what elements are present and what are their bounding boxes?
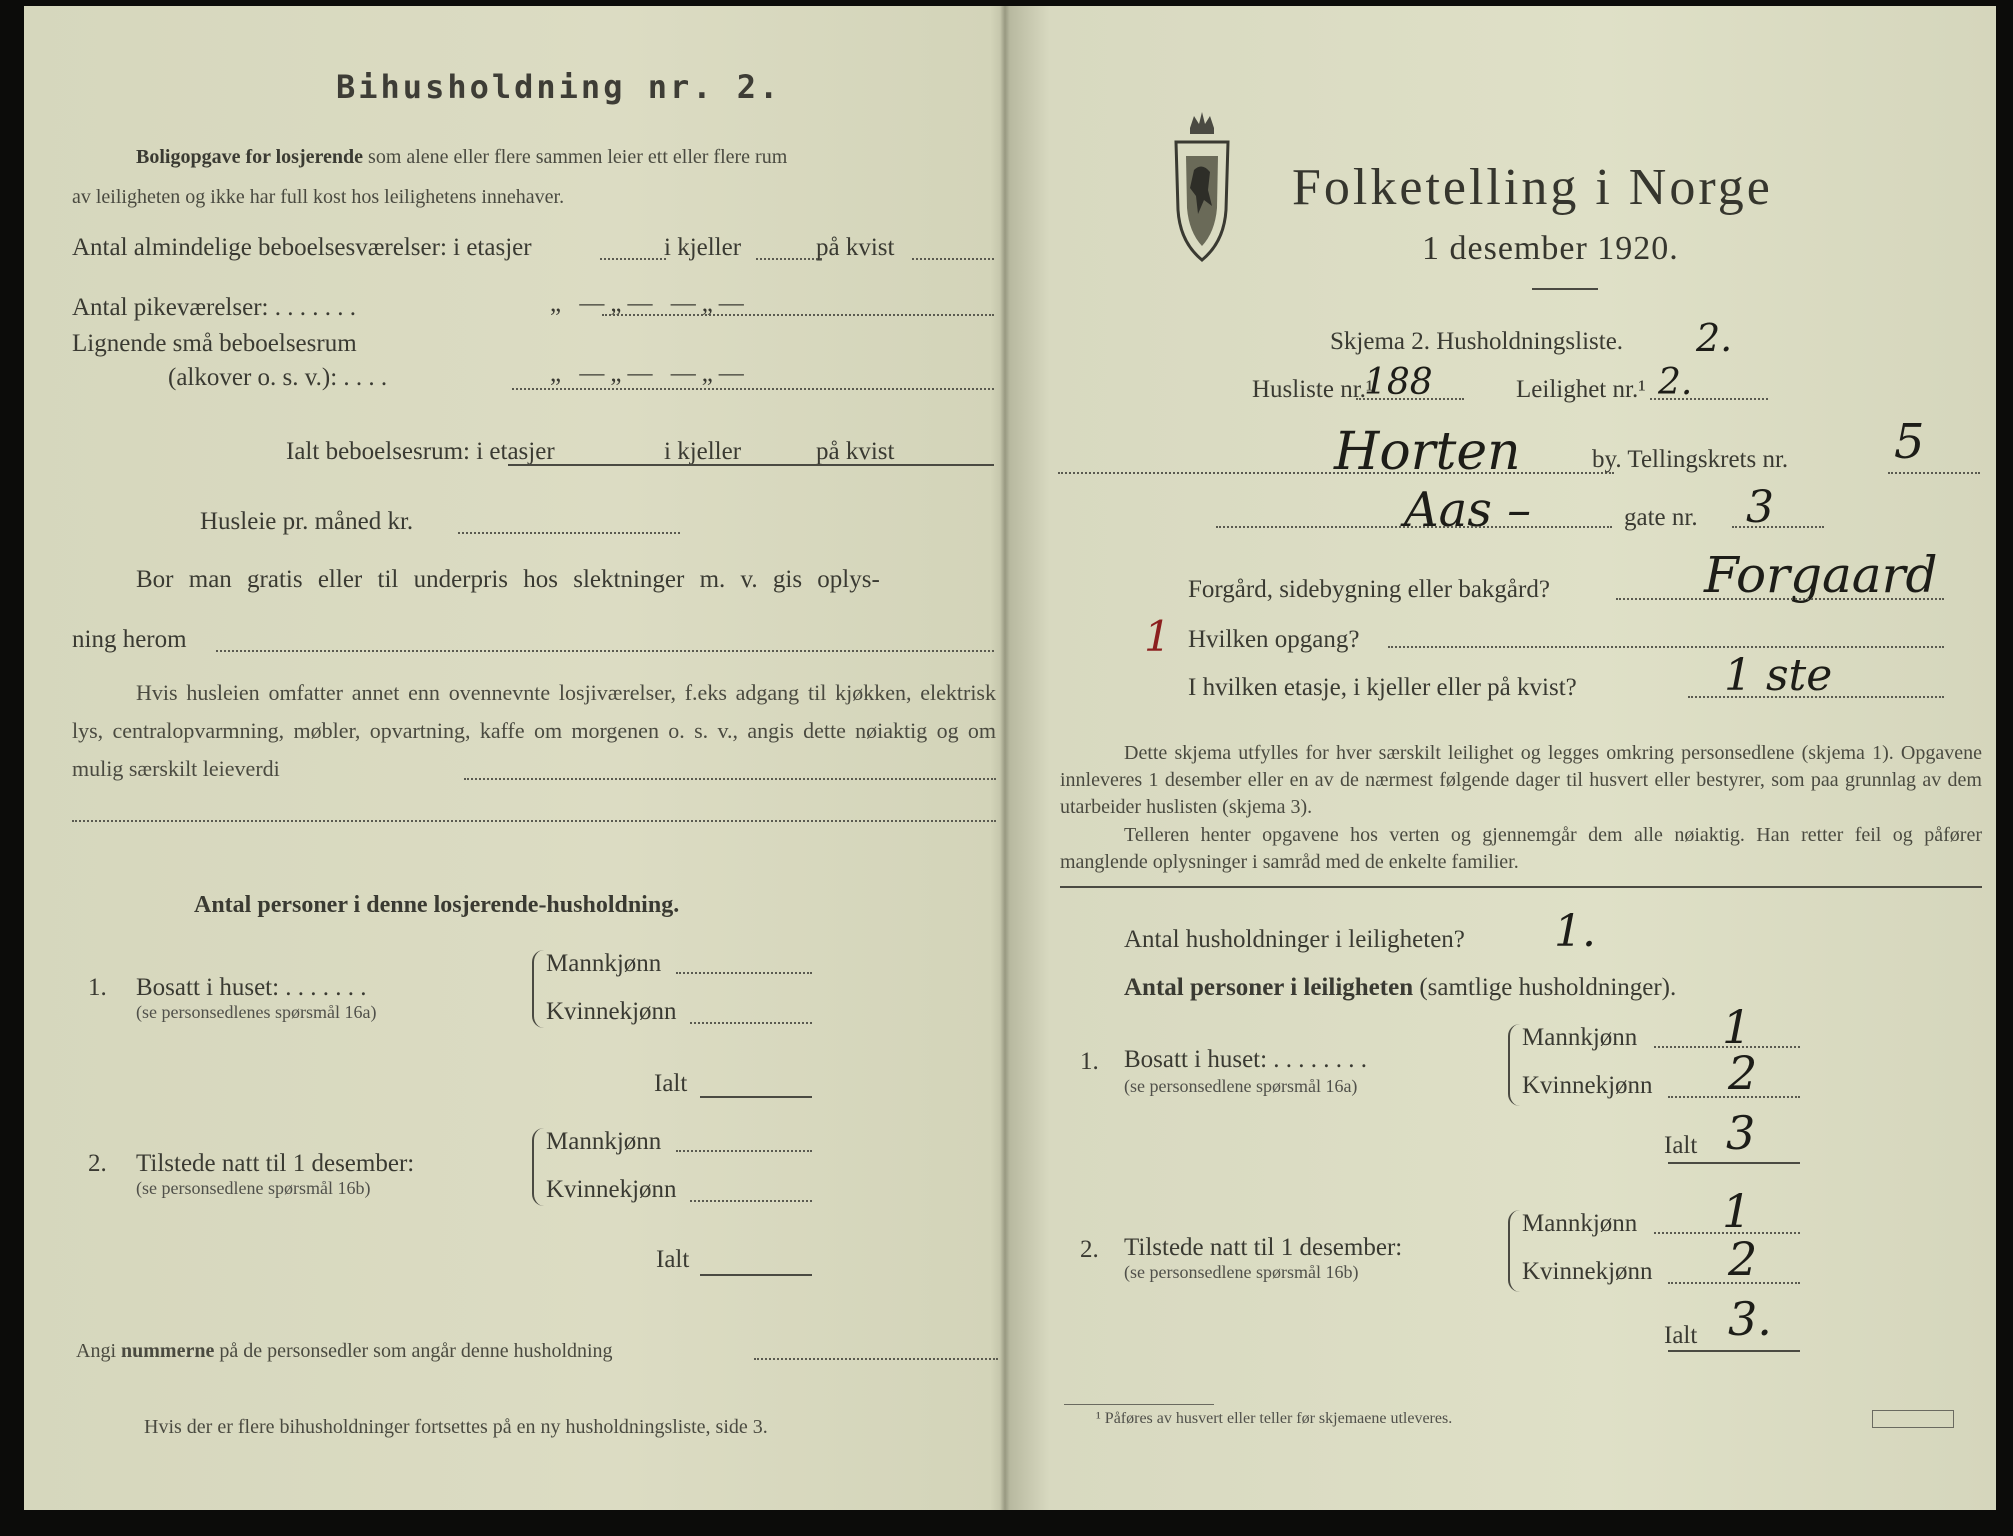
krets-hand: 5: [1894, 414, 1925, 470]
ialt-label: Ialt beboelsesrum: i etasjer: [286, 438, 555, 465]
ialt-kjeller: i kjeller: [664, 438, 742, 465]
row3-label-b: (alkover o. s. v.): . . . .: [168, 364, 388, 391]
antal-hush-hand: 1.: [1554, 906, 1596, 957]
row2-marks: „ —„— —„—: [550, 290, 750, 317]
left-q2-kvinne: Kvinnekjønn: [546, 1176, 677, 1203]
gate-hand: Aas –: [1404, 482, 1532, 538]
form-date: 1 desember 1920.: [1422, 230, 1679, 267]
right-q1-mann-hand: 1: [1722, 1000, 1752, 1054]
right-q2-mann: Mannkjønn: [1522, 1210, 1638, 1237]
angi-b: på de personsedler som angår denne husholdning: [214, 1340, 613, 1362]
angi-line: [76, 1340, 613, 1363]
right-q2-ialt-hand: 3.: [1728, 1292, 1772, 1346]
left-q1-mann: Mannkjønn: [546, 950, 662, 977]
right-q1-sub: (se personsedlene spørsmål 16a): [1124, 1076, 1358, 1096]
etasje-label: I hvilken etasje, i kjeller eller på kvist?: [1188, 674, 1577, 701]
intro-rest: som alene eller flere sammen leier ett eller flere rum: [363, 146, 788, 168]
intro-bold: Boligopgave for losjerende: [136, 146, 364, 168]
left-q1-label: Bosatt i huset: . . . . . . .: [136, 974, 367, 1001]
census-form-sheet: [24, 6, 1996, 1510]
left-q1-kvinne: Kvinnekjønn: [546, 998, 677, 1025]
left-intro-line2: av leiligheten og ikke har full kost hos leilighetens innehaver.: [72, 186, 565, 208]
antal-hush-label: Antal husholdninger i leiligheten?: [1124, 926, 1465, 953]
right-q2-label: Tilstede natt til 1 desember:: [1124, 1234, 1403, 1261]
left-q2-num: 2.: [88, 1150, 107, 1177]
skjema-hand: 2.: [1696, 316, 1733, 360]
left-q2-label: Tilstede natt til 1 desember:: [136, 1150, 415, 1177]
leilighet-hand: 2.: [1658, 362, 1693, 403]
by-hand: Horten: [1334, 422, 1521, 482]
left-intro-line1: [136, 146, 787, 169]
forgard-label: Forgård, sidebygning eller bakgård?: [1188, 576, 1550, 603]
opgang-margin-hand: 1: [1144, 612, 1171, 661]
right-q1-label: Bosatt i huset: . . . . . . . .: [1124, 1046, 1368, 1073]
form-heading: Folketelling i Norge: [1292, 159, 1773, 216]
row1-kvist: på kvist: [816, 234, 895, 261]
right-q2-sub: (se personsedlene spørsmål 16b): [1124, 1262, 1359, 1282]
gratis-line2: ning herom: [72, 626, 187, 653]
gratis-line1: Bor man gratis eller til underpris hos slektninger m. v. gis oplys-: [136, 566, 880, 593]
right-q1-ialt: Ialt: [1664, 1132, 1698, 1159]
antal-pers-line: [1124, 974, 1676, 1002]
husliste-label: Husliste nr.¹: [1252, 376, 1374, 403]
omfatter-paragraph: Hvis husleien omfatter annet enn ovennevnte losjiværelser, f.eks adgang til kjøkken, elektrisk lys, centralopvarmning, møbler, opvartning, kaffe om morgenen o. s. v., angis dette nøiaktig og om mulig særskilt leieverdi: [72, 680, 996, 781]
left-q1-sub: (se personsedlenes spørsmål 16a): [136, 1002, 377, 1022]
right-q2-num: 2.: [1080, 1236, 1099, 1263]
left-footer: Hvis der er flere bihusholdninger fortsettes på en ny husholdningsliste, side 3.: [144, 1416, 768, 1438]
right-footnote: ¹ Påføres av husvert eller teller før skjemaene utleveres.: [1096, 1410, 1453, 1427]
antal-pers-rest: (samtlige husholdninger).: [1413, 974, 1677, 1001]
row1-kjeller: i kjeller: [664, 234, 742, 261]
right-q1-num: 1.: [1080, 1048, 1099, 1075]
ialt-kvist: på kvist: [816, 438, 895, 465]
right-q1-kvinne-hand: 2: [1728, 1046, 1758, 1100]
row3-marks: „ —„— —„—: [550, 360, 750, 387]
right-q2-mann-hand: 1: [1722, 1184, 1752, 1238]
antal-pers-bold: Antal personer i leiligheten: [1124, 974, 1414, 1001]
right-para2: Telleren henter opgavene hos verten og gjennemgår dem alle nøiaktig. Han retter feil og påfører manglende oplysninger i samråd med de enkelte familier.: [1060, 824, 1982, 873]
row2-label: Antal pikeværelser: . . . . . . .: [72, 294, 356, 321]
right-q2-kvinne-hand: 2: [1728, 1232, 1758, 1286]
opgang-label: Hvilken opgang?: [1188, 626, 1360, 653]
left-q2-sub: (se personsedlene spørsmål 16b): [136, 1178, 371, 1198]
left-q1-ialt: Ialt: [654, 1070, 688, 1097]
right-q1-ialt-hand: 3: [1726, 1106, 1756, 1160]
row3-label-a: Lignende små beboelsesrum: [72, 330, 357, 357]
skjema-label: Skjema 2. Husholdningsliste.: [1330, 328, 1624, 355]
husleie-label: Husleie pr. måned kr.: [200, 508, 414, 535]
left-q2-ialt: Ialt: [656, 1246, 690, 1273]
right-para1: Dette skjema utfylles for hver særskilt leilighet og legges omkring personsedlene (skjema 1). Opgavene innleveres 1 desember eller en av de nærmest følgende dager til husvert eller bestyrer, som paa grunnlag av dem utarbeider huslisten (skjema 3).: [1060, 742, 1982, 818]
angi-bold: nummerne: [121, 1340, 215, 1362]
gate-nr-hand: 3: [1746, 482, 1774, 533]
forgard-hand: Forgaard: [1704, 546, 1938, 604]
printer-stamp: [1872, 1410, 1954, 1428]
page-fold: [1000, 6, 1010, 1510]
gate-label: gate nr.: [1624, 504, 1698, 531]
left-q1-num: 1.: [88, 974, 107, 1001]
left-q2-mann: Mannkjønn: [546, 1128, 662, 1155]
left-title: Bihusholdning nr. 2.: [336, 68, 782, 106]
husliste-hand: 188: [1364, 362, 1433, 403]
right-q2-kvinne: Kvinnekjønn: [1522, 1258, 1653, 1285]
etasje-hand: 1 ste: [1724, 650, 1833, 701]
right-q1-kvinne: Kvinnekjønn: [1522, 1072, 1653, 1099]
left-section-title: Antal personer i denne losjerende-husholdning.: [194, 892, 680, 918]
leilighet-label: Leilighet nr.¹: [1516, 376, 1646, 403]
row1-label: Antal almindelige beboelsesværelser: i etasjer: [72, 234, 532, 261]
norwegian-coat-of-arms-icon: [1168, 110, 1236, 270]
angi-a: Angi: [76, 1340, 121, 1362]
right-q2-ialt: Ialt: [1664, 1322, 1698, 1349]
by-label: by. Tellingskrets nr.: [1592, 446, 1789, 473]
right-q1-mann: Mannkjønn: [1522, 1024, 1638, 1051]
